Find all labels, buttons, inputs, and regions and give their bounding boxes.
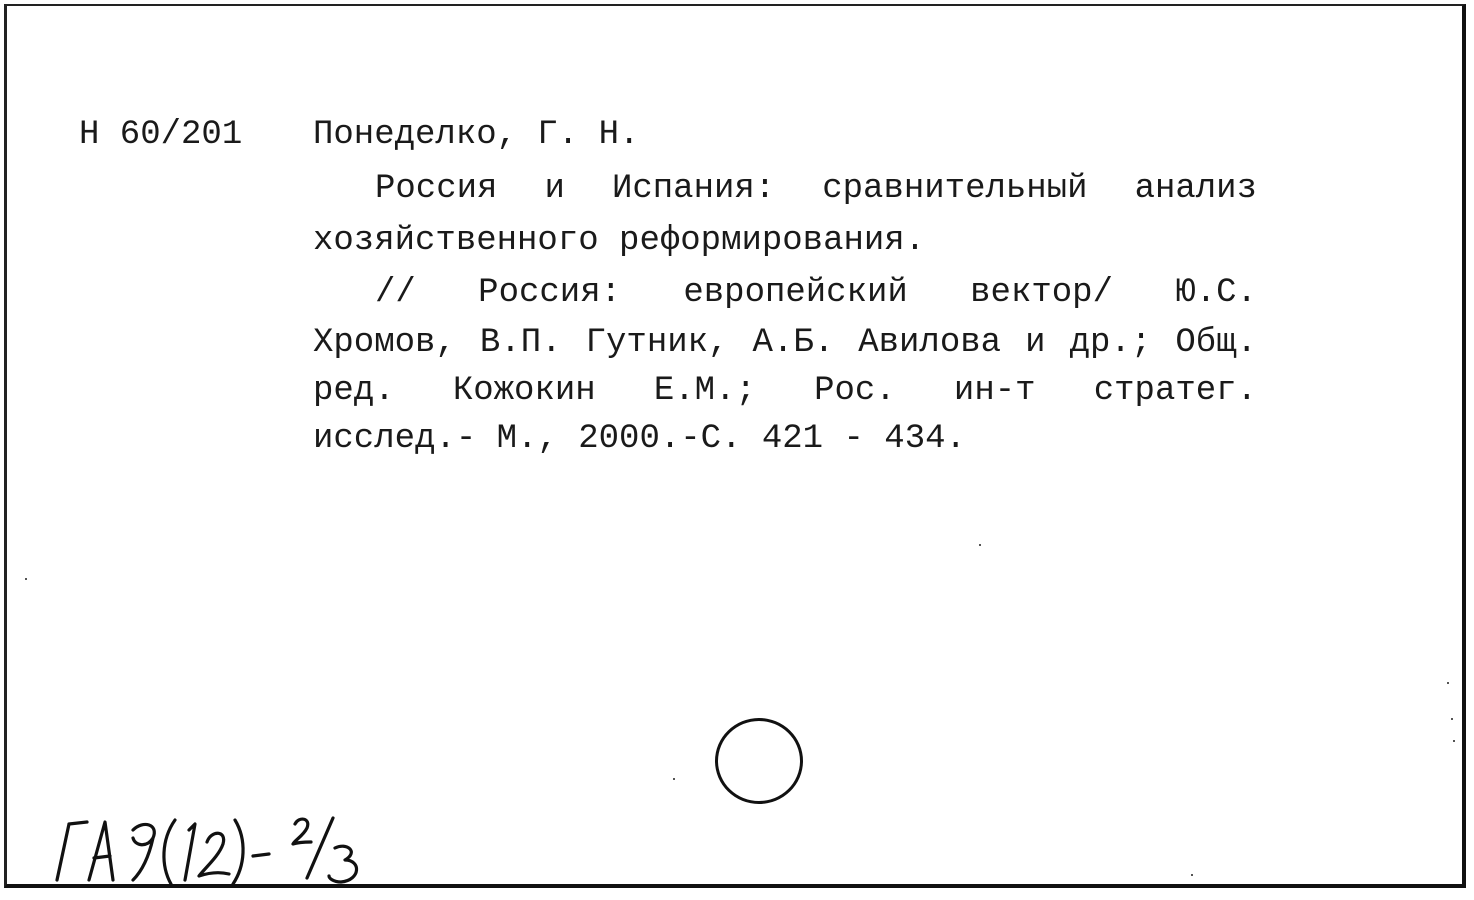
punch-hole <box>715 718 803 804</box>
word: Хромов, <box>313 324 456 362</box>
word: Общ. <box>1175 324 1257 362</box>
word: стратег. <box>1093 372 1257 410</box>
word: Авилова <box>858 324 1002 362</box>
word: А.Б. <box>752 324 835 362</box>
word: Ю.С. <box>1175 274 1257 312</box>
speck <box>1191 874 1193 876</box>
word: и <box>544 170 565 208</box>
catalog-card <box>4 4 1466 888</box>
word: и <box>1025 324 1046 362</box>
word: В.П. <box>479 324 562 362</box>
word: Россия: <box>478 274 621 312</box>
speck <box>1447 682 1449 684</box>
speck <box>673 778 675 780</box>
word: др.; <box>1069 324 1152 362</box>
word: вектор/ <box>970 274 1113 312</box>
shelf-mark: Н 60/201 <box>79 116 243 154</box>
word: Гутник, <box>585 324 729 362</box>
speck <box>979 544 981 546</box>
word: сравнительный <box>822 170 1088 208</box>
word: Е.М.; <box>653 372 756 410</box>
word: Рос. <box>814 372 896 410</box>
source-line-4: исслед.- М., 2000.-С. 421 - 434. <box>313 420 966 458</box>
word: Кожокин <box>452 372 596 410</box>
source-line-2 <box>313 324 1257 362</box>
word: Испания: <box>611 170 776 208</box>
word: европейский <box>683 274 908 312</box>
speck <box>25 578 27 580</box>
word: Россия <box>375 170 498 208</box>
source-line-1 <box>375 274 1257 312</box>
author: Понеделко, Г. Н. <box>313 116 640 154</box>
handwritten-note <box>47 796 407 896</box>
word: ин-т <box>953 372 1036 410</box>
word: // <box>375 274 416 312</box>
speck <box>1453 740 1455 742</box>
word: анализ <box>1134 170 1257 208</box>
source-line-3 <box>313 372 1257 410</box>
word: ред. <box>313 372 395 410</box>
title-line-1 <box>375 170 1257 208</box>
title-line-2: хозяйственного реформирования. <box>313 222 926 260</box>
speck <box>1451 718 1453 720</box>
